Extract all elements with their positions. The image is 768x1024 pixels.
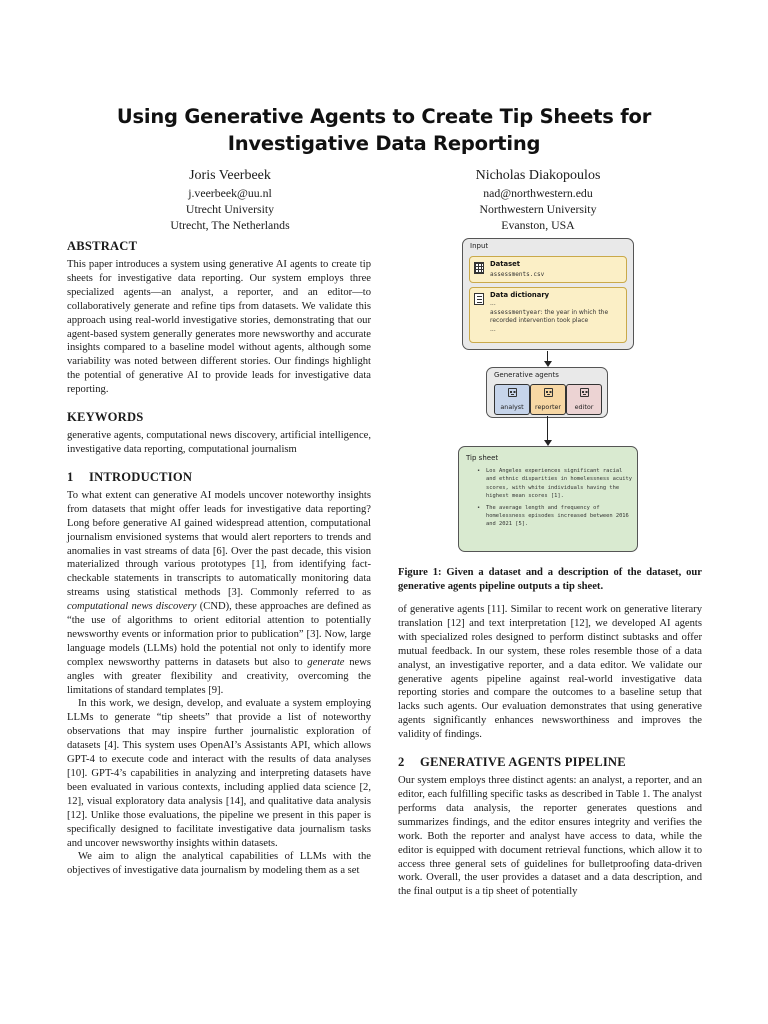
table-icon bbox=[474, 262, 484, 274]
intro-continued: of generative agents [11]. Similar to recent work on generative literary translation [12] and text interpretation [12], we developed AI agents with specialized roles designed to perform distinct subtasks and offer mutual feedback. In our system, these roles resemble those of a data analyst, an investigative reporter, and a data editor. We validate our generative agents pipeline against real-world investigative data reporting stories and compare the outcomes to a baseline setup that lacks such agents. Our evaluation demonstrates that using generative agents significantly enhances newsworthiness and improves the validity of findings. bbox=[398, 604, 702, 741]
dictionary-ellipsis: ... bbox=[490, 326, 496, 333]
agent-editor bbox=[566, 384, 602, 415]
keywords-text: generative agents, computational news discovery, artificial intelligence, investigative data reporting, computational journalism bbox=[67, 430, 371, 455]
robot-icon bbox=[508, 388, 517, 397]
agent-analyst bbox=[494, 384, 530, 415]
section-title: INTRODUCTION bbox=[89, 469, 193, 484]
text-run: (CND), these approaches are defined as “the use of algorithms to orient editorial attention to potentially newsworthy events or information prior to publication” [3]. Now, large language models (LLMs) hold the potential not only to identify more complex newsworthy patterns in datasets but also to bbox=[67, 601, 371, 668]
input-box bbox=[462, 238, 634, 350]
author-email: j.veerbeek@uu.nl bbox=[188, 186, 272, 200]
keywords-heading: KEYWORDS bbox=[67, 410, 144, 425]
abstract-text: This paper introduces a system using generative AI agents to create tip sheets for investigative data reporting. Our system employs three specialized agents—an analyst, a reporter, and an editor—to collaboratively generate and refine tips from datasets. We validate this approach using real-world investigative stories, demonstrating that our agent-based system generally generates more newsworthy and accurate insights compared to a baseline model without agents, although some variability was noted between different stories. Our findings highlight the potential of generative AI to provide leads for investigative data reporting. bbox=[67, 259, 371, 396]
agent-label: editor bbox=[574, 403, 594, 411]
author-block-1 bbox=[100, 166, 360, 233]
emphasis: generate bbox=[307, 656, 345, 668]
left-column bbox=[67, 238, 371, 878]
field-description: : the year in which the recorded intervention took place bbox=[490, 309, 609, 325]
agent-reporter bbox=[530, 384, 566, 415]
author-affiliation: Utrecht University bbox=[185, 202, 275, 216]
tip-sheet-label: Tip sheet bbox=[466, 454, 499, 462]
agents-box bbox=[486, 367, 608, 418]
intro-paragraph-2: In this work, we design, develop, and evaluate a system employing LLMs to generate “tip sheets” that provide a list of noteworthy observations that may inspire further journalistic exploration of datasets [4]. This system uses OpenAI’s Assistants API, which allows GPT-4 to execute code and interact with the results of data analyses [10]. GPT-4’s capabilities in analyzing and interpreting datasets have been evaluated in various contexts, including applied data science [2, 12], visual exploratory data analysis [14], and qualitative data analysis [12]. Unlike those evaluations, the pipeline we present in this paper is specifically designed to facilitate investigative data journalism tasks and uncover newsworthy insights within datasets. bbox=[67, 698, 371, 849]
author-location: Evanston, USA bbox=[501, 218, 575, 232]
section-number: 2 bbox=[398, 755, 405, 770]
intro-paragraph-3: We aim to align the analytical capabilities of LLMs with the objectives of investigative data journalism by modeling them as a set bbox=[67, 851, 371, 877]
document-icon bbox=[474, 293, 484, 305]
input-label: Input bbox=[470, 242, 489, 250]
emphasis: computational news discovery bbox=[67, 601, 197, 613]
pipeline-paragraph: Our system employs three distinct agents: an analyst, a reporter, and an editor, each fulfilling specific tasks as described in Table 1. The analyst performs data analysis, the reporter generates questions and summarizes findings, and the editor ensures integrity and verifies the work. Both the reporter and analyst have access to data, while the editor is equipped with document retrieval functions, which allow it to access three general sets of guidelines for bulletproofing data-driven work. Overall, the user provides a dataset and a data description, and the final output is a tip sheet of potentially bbox=[398, 775, 702, 898]
abstract-heading: ABSTRACT bbox=[67, 239, 138, 253]
agent-label: analyst bbox=[500, 403, 524, 411]
paper-title: Using Generative Agents to Create Tip Sheets for Investigative Data Reporting bbox=[116, 105, 652, 155]
down-arrow-icon bbox=[547, 351, 548, 363]
tip-item: • Los Angeles experiences significant racial and ethnic disparities in homelessness acuity scores, with white individuals having the highest mean scores [1]. bbox=[477, 467, 635, 501]
text-run: To what extent can generative AI models uncover noteworthy insights from datasets that might offer leads for investigative data reporting? Long before generative AI gained widespread attention, computational journalism envisioned systems that would alert reporters to trends and anomalies in vast streams of data [6]. Over the past decade, this vision materialized through various prototypes [1], from identifying fact-checkable statements in transcripts to automatically monitoring data streams using statistical methods [3]. Commonly referred to as bbox=[67, 489, 371, 599]
agents-label: Generative agents bbox=[494, 371, 559, 379]
author-email: nad@northwestern.edu bbox=[483, 186, 593, 200]
dataset-title: Dataset bbox=[490, 260, 520, 268]
agent-label: reporter bbox=[534, 403, 562, 411]
tip-list bbox=[477, 467, 635, 532]
dictionary-title: Data dictionary bbox=[490, 291, 550, 299]
tip-item: • The average length and frequency of homelessness episodes increased between 2016 and 2021 [5]. bbox=[477, 504, 635, 529]
dataset-file: assessments.csv bbox=[490, 271, 545, 278]
right-column bbox=[398, 603, 702, 899]
figure-caption: Figure 1: Given a dataset and a description of the dataset, our generative agents pipeline outputs a tip sheet. bbox=[398, 567, 702, 592]
figure-1 bbox=[458, 238, 638, 554]
intro-heading bbox=[67, 469, 371, 485]
section-number: 1 bbox=[67, 469, 74, 484]
robot-icon bbox=[544, 388, 553, 397]
section-title: GENERATIVE AGENTS PIPELINE bbox=[420, 755, 626, 770]
author-name: Joris Veerbeek bbox=[189, 168, 271, 183]
author-block-2 bbox=[408, 166, 668, 233]
dictionary-ellipsis: ... bbox=[490, 300, 496, 307]
dictionary-entry bbox=[490, 309, 625, 325]
data-dictionary-item bbox=[469, 287, 627, 343]
author-name: Nicholas Diakopoulos bbox=[475, 168, 601, 183]
down-arrow-icon bbox=[547, 416, 548, 442]
author-location: Utrecht, The Netherlands bbox=[170, 218, 290, 232]
tip-sheet-box bbox=[458, 446, 638, 552]
author-affiliation: Northwestern University bbox=[479, 202, 597, 216]
pipeline-heading bbox=[398, 754, 702, 770]
robot-icon bbox=[580, 388, 589, 397]
field-name: assessmentyear bbox=[490, 309, 541, 316]
text-run: news angles with greater flexibility and creativity, overcoming the limitations of standard templates [9]. bbox=[67, 656, 372, 696]
intro-paragraph-1 bbox=[67, 489, 371, 698]
dataset-item bbox=[469, 256, 627, 283]
